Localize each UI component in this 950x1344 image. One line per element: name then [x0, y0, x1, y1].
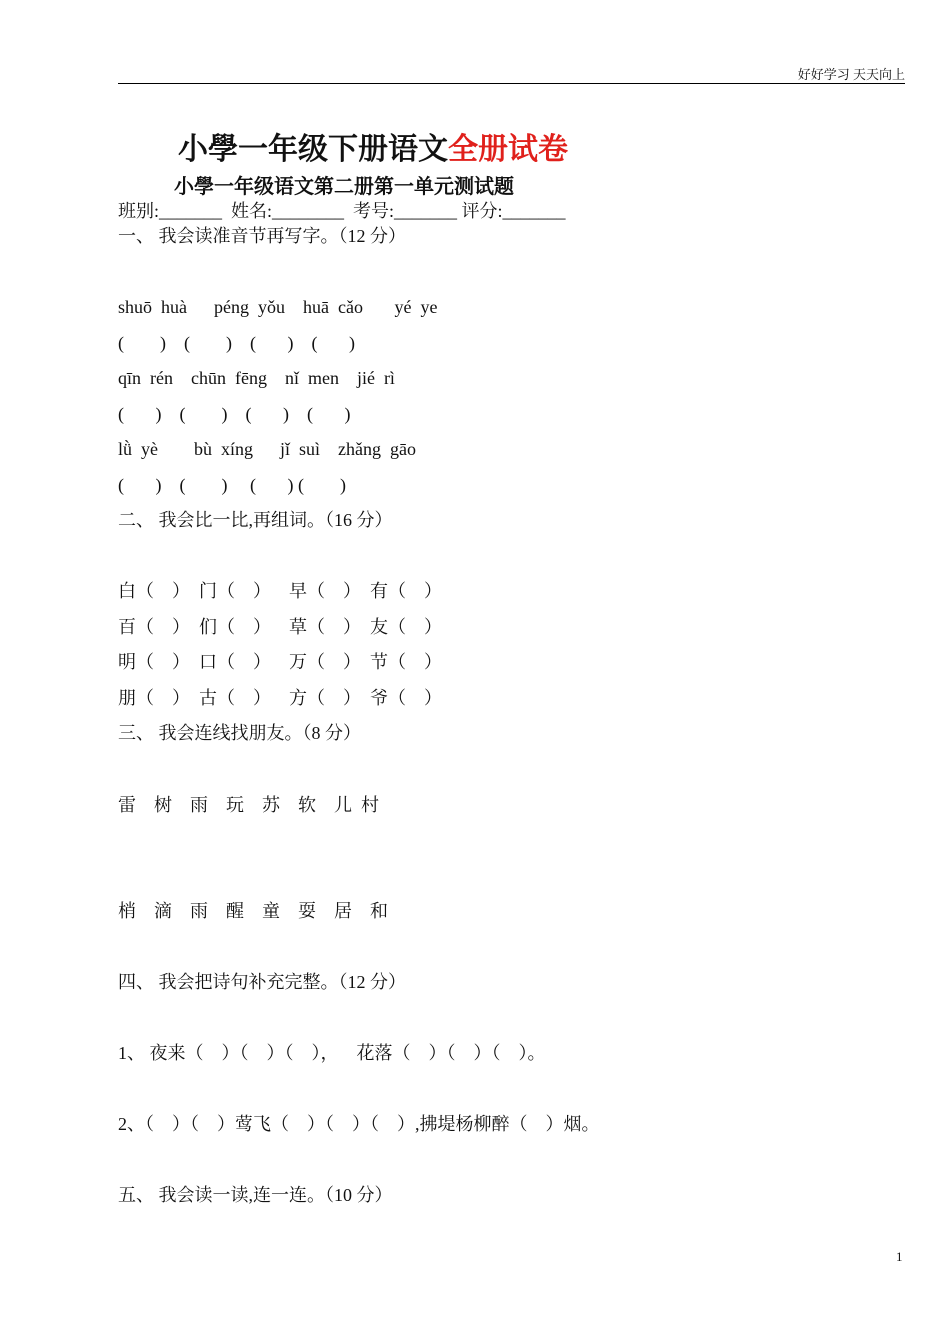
- match-row-bottom: 梢 滴 雨 醒 童 耍 居 和: [118, 901, 388, 921]
- document-subtitle: 小學一年级语文第二册第一单元测试题: [174, 176, 514, 198]
- section4-heading: 四、 我会把诗句补充完整。（12 分）: [118, 972, 406, 992]
- answer-blank-row: ( ) ( ) ( ) ( ): [118, 404, 351, 424]
- poem-line-1: 1、 夜来（ ）（ ）（ ）， 花落（ ）（ ）（ ）。: [118, 1043, 546, 1063]
- section1-heading: 一、 我会读准音节再写字。（12 分）: [118, 226, 406, 246]
- match-row-top: 雷 树 雨 玩 苏 软 儿 村: [118, 795, 379, 815]
- header-rule: [118, 83, 905, 84]
- title-highlight: 全册试卷: [448, 133, 568, 166]
- poem-line-2: 2、（ ）（ ）莺飞（ ）（ ）（ ）,拂堤杨柳醉（ ）烟。: [118, 1114, 600, 1134]
- header-motto: 好好学习 天天向上: [797, 67, 905, 82]
- compare-row: 百（ ） 们（ ） 草（ ） 友（ ）: [118, 617, 442, 637]
- section3-heading: 三、 我会连线找朋友。（8 分）: [118, 723, 361, 743]
- student-info-line: 班别:_______ 姓名:________ 考号:_______ 评分:_______: [118, 201, 566, 221]
- pinyin-row: shuō huà péng yǒu huā cǎo yé ye: [118, 297, 438, 317]
- section5-heading: 五、 我会读一读,连一连。（10 分）: [118, 1185, 393, 1205]
- compare-row: 朋（ ） 古（ ） 方（ ） 爷（ ）: [118, 688, 442, 708]
- compare-row: 白（ ） 门（ ） 早（ ） 有（ ）: [118, 581, 442, 601]
- answer-blank-row: ( ) ( ) ( ) ( ): [118, 333, 355, 353]
- compare-row: 明（ ） 口（ ） 万（ ） 节（ ）: [118, 652, 442, 672]
- answer-blank-row: ( ) ( ) ( ) ( ): [118, 475, 346, 495]
- section2-heading: 二、 我会比一比,再组词。（16 分）: [118, 510, 393, 530]
- pinyin-row: lǜ yè bù xíng jǐ suì zhǎng gāo: [118, 439, 416, 459]
- page-number: 1: [896, 1249, 903, 1264]
- pinyin-row: qīn rén chūn fēng nǐ men jié rì: [118, 368, 395, 388]
- document-title: [178, 135, 568, 165]
- title-main: 小學一年级下册语文: [178, 133, 448, 166]
